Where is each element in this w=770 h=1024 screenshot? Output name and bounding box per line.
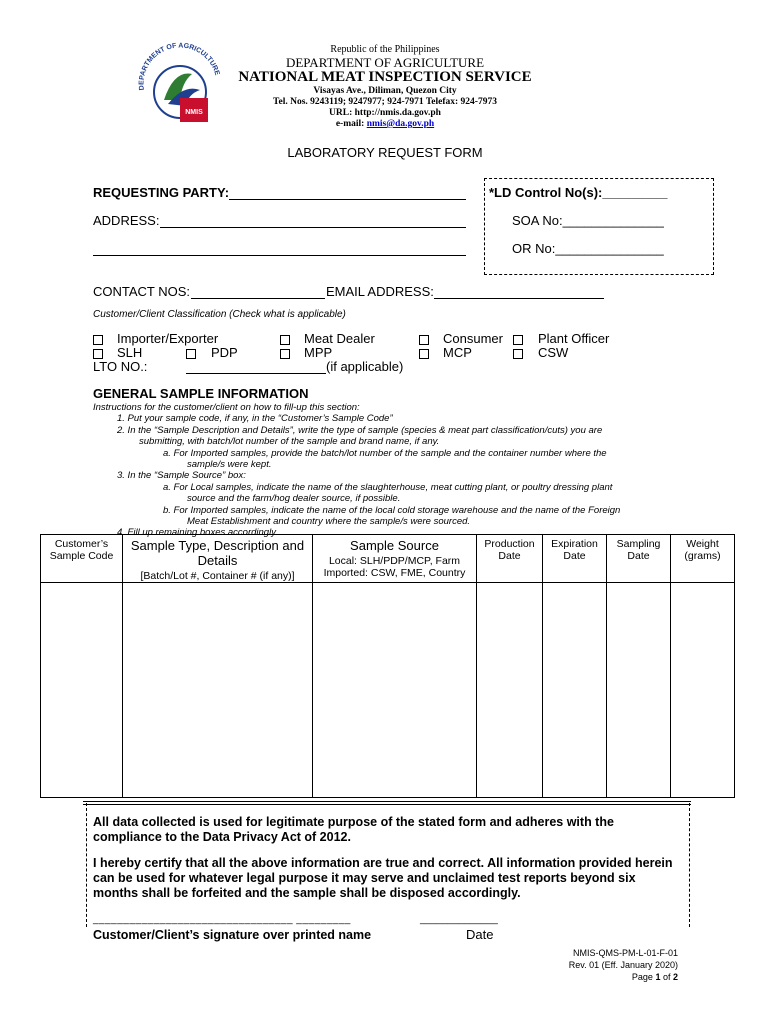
cell-sample-type[interactable]	[123, 583, 313, 798]
consumer-option[interactable]	[419, 331, 503, 346]
lto-input-line[interactable]	[186, 373, 326, 374]
date-label: Date	[466, 927, 494, 942]
certification-statement: I hereby certify that all the above information are true and correct. All information provided herein can be used for whatever legal purpose it may serve and unclaimed test reports beyond six months shall be forfeited and the sample shall be disposed accordingly.	[93, 856, 673, 900]
col-expiration-date: Expiration Date	[543, 535, 607, 583]
classification-label: Customer/Client Classification (Check what is applicable)	[93, 309, 346, 320]
col-production-date: Production Date	[477, 535, 543, 583]
date-line[interactable]: ______________	[420, 914, 498, 925]
cell-weight[interactable]	[671, 583, 735, 798]
agency-address: Visayas Ave., Diliman, Quezon City	[313, 86, 457, 96]
requesting-party-label: REQUESTING PARTY:	[93, 185, 230, 200]
agency-title: NATIONAL MEAT INSPECTION SERVICE	[238, 69, 532, 85]
cell-production-date[interactable]	[477, 583, 543, 798]
plant-officer-option[interactable]	[513, 331, 609, 346]
ld-control-label[interactable]: *LD Control No(s):_________	[489, 185, 668, 200]
or-no-label[interactable]: OR No:_______________	[512, 241, 664, 256]
requesting-party-input-line[interactable]	[229, 199, 466, 200]
col-sample-type: Sample Type, Description and Details [Batch/Lot #, Container # (if any)]	[123, 535, 313, 583]
contact-nos-input-line[interactable]	[191, 298, 325, 299]
cell-customer-sample-code[interactable]	[41, 583, 123, 798]
contact-nos-label: CONTACT NOS:	[93, 284, 191, 299]
department-label: DEPARTMENT OF AGRICULTURE	[285, 55, 485, 70]
instruction-3b-cont: Meat Establishment and country where the sample/s were sourced.	[187, 516, 471, 528]
if-applicable-label: (if applicable)	[326, 359, 404, 374]
col-weight: Weight (grams)	[671, 535, 735, 583]
instruction-2: 2. In the “Sample Description and Details”, write the type of sample (species & meat part classification/cuts) you are	[117, 424, 603, 436]
meat-dealer-checkbox[interactable]	[280, 335, 290, 345]
instruction-3: 3. In the “Sample Source” box:	[117, 470, 246, 482]
divider-left	[86, 803, 88, 927]
instruction-3a: a. For Local samples, indicate the name of the slaughterhouse, meat cutting plant, or poultry dressing plant	[163, 481, 613, 493]
form-title: LABORATORY REQUEST FORM	[287, 145, 483, 160]
slh-checkbox[interactable]	[93, 349, 103, 359]
page-number: Page 1 of 2	[631, 972, 678, 982]
meat-dealer-option[interactable]	[280, 331, 375, 346]
signature-line[interactable]: _________________________________ _________	[93, 914, 351, 925]
consumer-checkbox[interactable]	[419, 335, 429, 345]
sample-table	[40, 534, 735, 798]
instructions-intro: Instructions for the customer/client on how to fill-up this section:	[93, 402, 360, 413]
instruction-3a-cont: source and the farm/hog dealer source, if possible.	[187, 493, 401, 505]
mcp-option[interactable]	[419, 345, 472, 360]
agency-tel: Tel. Nos. 9243119; 9247977; 924-7971 Telefax: 924-7973	[273, 97, 497, 107]
email-address-input-line[interactable]	[434, 298, 604, 299]
privacy-statement: All data collected is used for legitimate purpose of the stated form and adheres with the compliance to the Data Privacy Act of 2012.	[93, 815, 614, 844]
csw-label: CSW	[538, 345, 569, 360]
instruction-1: 1. Put your sample code, if any, in the “Customer’s Sample Code”	[117, 413, 393, 425]
instruction-4: 4. Fill up remaining boxes accordingly.	[117, 527, 278, 539]
cell-expiration-date[interactable]	[543, 583, 607, 798]
logo-arc-text: DEPARTMENT OF AGRICULTURE	[138, 42, 221, 91]
instruction-2-cont: submitting, with batch/lot number of the sample and brand name, if any.	[139, 436, 440, 448]
soa-no-label[interactable]: SOA No:______________	[512, 213, 664, 228]
instructions-block	[93, 402, 733, 539]
slh-label: SLH	[117, 345, 143, 360]
instruction-2a: a. For Imported samples, provide the batch/lot number of the sample and the container number where the	[163, 447, 607, 459]
meat-dealer-label: Meat Dealer	[304, 331, 375, 346]
instruction-3b: b. For Imported samples, indicate the name of the local cold storage warehouse and the name of the Foreign	[163, 504, 621, 516]
plant-officer-label: Plant Officer	[538, 331, 610, 346]
address-input-line-2[interactable]	[93, 255, 466, 256]
mpp-checkbox[interactable]	[280, 349, 290, 359]
agency-url: URL: http://nmis.da.gov.ph	[329, 108, 441, 118]
address-input-line[interactable]	[160, 227, 466, 228]
mcp-label: MCP	[443, 345, 472, 360]
email-label: e-mail:	[335, 119, 367, 129]
logo-nmis-text: NMIS	[185, 109, 203, 116]
mpp-label: MPP	[304, 345, 333, 360]
email-link[interactable]: nmis@da.gov.ph	[366, 119, 435, 129]
divider-top	[83, 801, 691, 805]
pdp-label: PDP	[211, 345, 238, 360]
doc-revision: Rev. 01 (Eff. January 2020)	[568, 960, 678, 970]
email-address-label: EMAIL ADDRESS:	[326, 284, 434, 299]
signature-label: Customer/Client’s signature over printed name	[93, 928, 372, 942]
importer-option[interactable]	[93, 331, 218, 346]
pdp-checkbox[interactable]	[186, 349, 196, 359]
address-label: ADDRESS:	[93, 213, 160, 228]
slh-option[interactable]	[93, 345, 142, 360]
cell-sampling-date[interactable]	[607, 583, 671, 798]
csw-option[interactable]	[513, 345, 568, 360]
instruction-2a-cont: sample/s were kept.	[187, 459, 272, 471]
doc-code: NMIS-QMS-PM-L-01-F-01	[572, 948, 678, 958]
csw-checkbox[interactable]	[513, 349, 523, 359]
importer-checkbox[interactable]	[93, 335, 103, 345]
consumer-label: Consumer	[443, 331, 503, 346]
republic-label: Republic of the Philippines	[330, 44, 440, 55]
importer-label: Importer/Exporter	[117, 331, 219, 346]
mpp-option[interactable]	[280, 345, 332, 360]
general-section-title: GENERAL SAMPLE INFORMATION	[93, 386, 309, 401]
col-sample-source: Sample Source Local: SLH/PDP/MCP, Farm Imported: CSW, FME, Country	[313, 535, 477, 583]
divider-right	[689, 803, 691, 927]
agency-email	[180, 119, 590, 129]
cell-sample-source[interactable]	[313, 583, 477, 798]
lto-label: LTO NO.:	[93, 359, 148, 374]
mcp-checkbox[interactable]	[419, 349, 429, 359]
col-customer-sample-code: Customer’s Sample Code	[41, 535, 123, 583]
col-sampling-date: Sampling Date	[607, 535, 671, 583]
pdp-option[interactable]	[186, 345, 238, 360]
plant-officer-checkbox[interactable]	[513, 335, 523, 345]
